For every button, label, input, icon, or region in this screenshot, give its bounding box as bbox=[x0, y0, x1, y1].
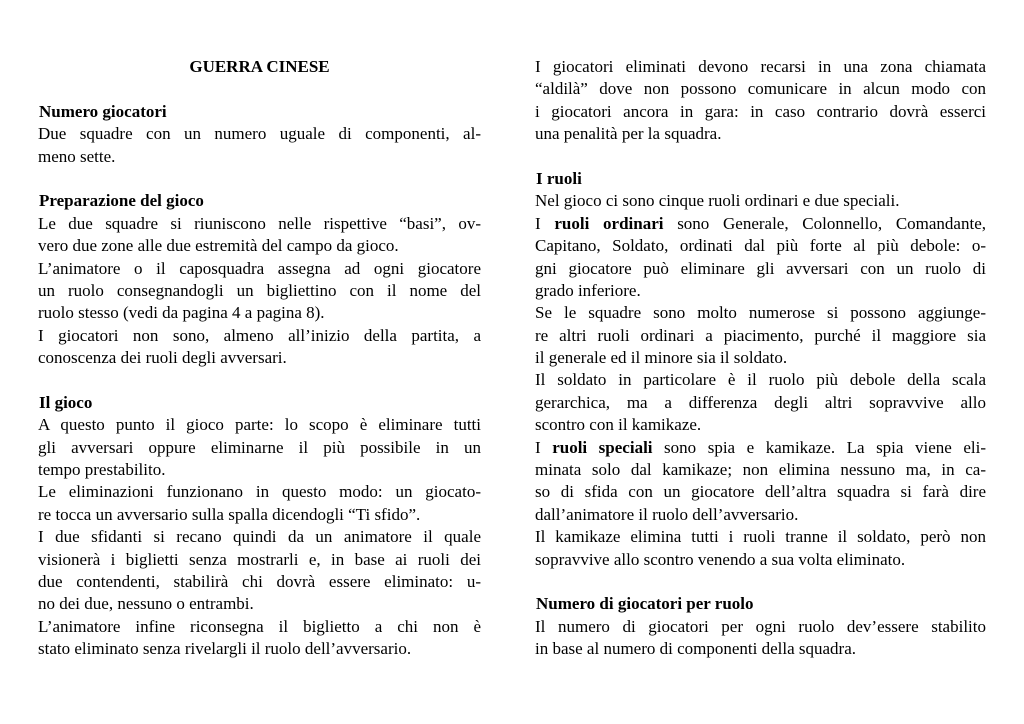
paragraph-line: un ruolo consegnandogli un bigliettino con il nome del bbox=[38, 280, 481, 300]
paragraph-line: A questo punto il gioco parte: lo scopo è eliminare tutti bbox=[38, 415, 481, 435]
paragraph-line: Il numero di giocatori per ogni ruolo dev’essere stabilito bbox=[535, 616, 986, 636]
paragraph-line: Le due squadre si riuniscono nelle rispettive “basi”, ov- bbox=[38, 213, 481, 233]
paragraph-line: stato eliminato senza rivelargli il ruolo dell’avversario. bbox=[38, 639, 412, 659]
paragraph-line: Le eliminazioni funzionano in questo modo: un giocato- bbox=[38, 482, 481, 502]
paragraph-line: dall’animatore il ruolo dell’avversario. bbox=[535, 504, 799, 524]
right-column bbox=[535, 56, 986, 661]
paragraph-line: sopravvive allo scontro venendo a sua volta eliminato. bbox=[535, 549, 906, 569]
paragraph-line: visionerà i biglietti senza mostrarli e, in base ai ruoli dei bbox=[38, 549, 481, 569]
spacer bbox=[38, 78, 481, 100]
paragraph-line: una penalità per la squadra. bbox=[535, 124, 722, 144]
paragraph-line: meno sette. bbox=[38, 146, 116, 166]
paragraph-line: il generale ed il minore sia il soldato. bbox=[535, 348, 788, 368]
paragraph-line: no dei due, nessuno o entrambi. bbox=[38, 594, 254, 614]
paragraph-line: Capitano, Soldato, ordinati dal più forte al più debole: o- bbox=[535, 236, 986, 256]
section-heading-i-ruoli: I ruoli bbox=[536, 168, 582, 188]
paragraph-line: gerarchica, ma a differenza degli altri sopravvive allo bbox=[535, 392, 986, 412]
paragraph-line: I giocatori non sono, almeno all’inizio della partita, a bbox=[38, 325, 481, 345]
paragraph-line: grado inferiore. bbox=[535, 280, 641, 300]
bold-term-ruoli-ordinari: ruoli ordinari bbox=[554, 213, 664, 233]
paragraph-line: L’animatore infine riconsegna il biglietto a chi non è bbox=[38, 616, 481, 636]
paragraph-line: re altri ruoli ordinari a piacimento, purché il maggiore sia bbox=[535, 325, 986, 345]
paragraph-line: Il soldato in particolare è il ruolo più debole della scala bbox=[535, 370, 986, 390]
section-heading-numero-giocatori: Numero giocatori bbox=[39, 101, 167, 121]
paragraph-line: i giocatori ancora in gara: in caso contrario dovrà esserci bbox=[535, 101, 986, 121]
document-title: GUERRA CINESE bbox=[189, 57, 330, 76]
spacer bbox=[38, 168, 481, 190]
bold-term-ruoli-speciali: ruoli speciali bbox=[552, 437, 653, 457]
section-heading-preparazione: Preparazione del gioco bbox=[39, 191, 204, 211]
spacer bbox=[535, 146, 986, 168]
paragraph-line: gni giocatore può eliminare gli avversari con un ruolo di bbox=[535, 258, 986, 278]
paragraph-line: I due sfidanti si recano quindi da un animatore il quale bbox=[38, 527, 481, 547]
paragraph-line: Se le squadre sono molto numerose si possono aggiunge- bbox=[535, 303, 986, 323]
paragraph-line: minata solo dal kamikaze; non elimina nessuno ma, in ca- bbox=[535, 460, 986, 480]
spacer bbox=[535, 571, 986, 593]
paragraph-line: Il kamikaze elimina tutti i ruoli tranne il soldato, però non bbox=[535, 527, 986, 547]
paragraph-line: L’animatore o il caposquadra assegna ad ogni giocatore bbox=[38, 258, 481, 278]
text-run: sono spia e kamikaze. La spia viene eli- bbox=[652, 437, 986, 457]
paragraph-line: tempo prestabilito. bbox=[38, 460, 166, 480]
paragraph-line: in base al numero di componenti della squadra. bbox=[535, 639, 857, 659]
paragraph-line: Due squadre con un numero uguale di componenti, al- bbox=[38, 124, 481, 144]
text-run: sono Generale, Colonnello, Comandante, bbox=[663, 213, 986, 233]
paragraph-line: Nel gioco ci sono cinque ruoli ordinari e due speciali. bbox=[535, 191, 900, 211]
paragraph-line-ruoli-speciali bbox=[535, 437, 986, 459]
spacer bbox=[38, 369, 481, 391]
paragraph-line: conoscenza dei ruoli degli avversari. bbox=[38, 348, 287, 368]
left-column bbox=[38, 56, 481, 661]
paragraph-line: vero due zone alle due estremità del campo da gioco. bbox=[38, 236, 399, 256]
paragraph-line: due contendenti, stabilirà chi dovrà essere eliminato: u- bbox=[38, 571, 481, 591]
paragraph-line: ruolo stesso (vedi da pagina 4 a pagina 8). bbox=[38, 303, 325, 323]
paragraph-line: so di sfida con un giocatore dell’altra squadra si farà dire bbox=[535, 482, 986, 502]
paragraph-line: I giocatori eliminati devono recarsi in una zona chiamata bbox=[535, 57, 986, 76]
section-heading-il-gioco: Il gioco bbox=[39, 392, 93, 412]
paragraph-line: gli avversari oppure eliminarne il più possibile in un bbox=[38, 437, 481, 457]
paragraph-line: “aldilà” dove non possono comunicare in alcun modo con bbox=[535, 79, 986, 99]
paragraph-line-ruoli-ordinari bbox=[535, 213, 986, 235]
paragraph-line: re tocca un avversario sulla spalla dicendogli “Ti sfido”. bbox=[38, 504, 421, 524]
section-heading-numero-per-ruolo: Numero di giocatori per ruolo bbox=[536, 594, 754, 614]
text-run: I bbox=[535, 213, 555, 233]
text-run: I bbox=[535, 437, 553, 457]
paragraph-line: scontro con il kamikaze. bbox=[535, 415, 702, 435]
